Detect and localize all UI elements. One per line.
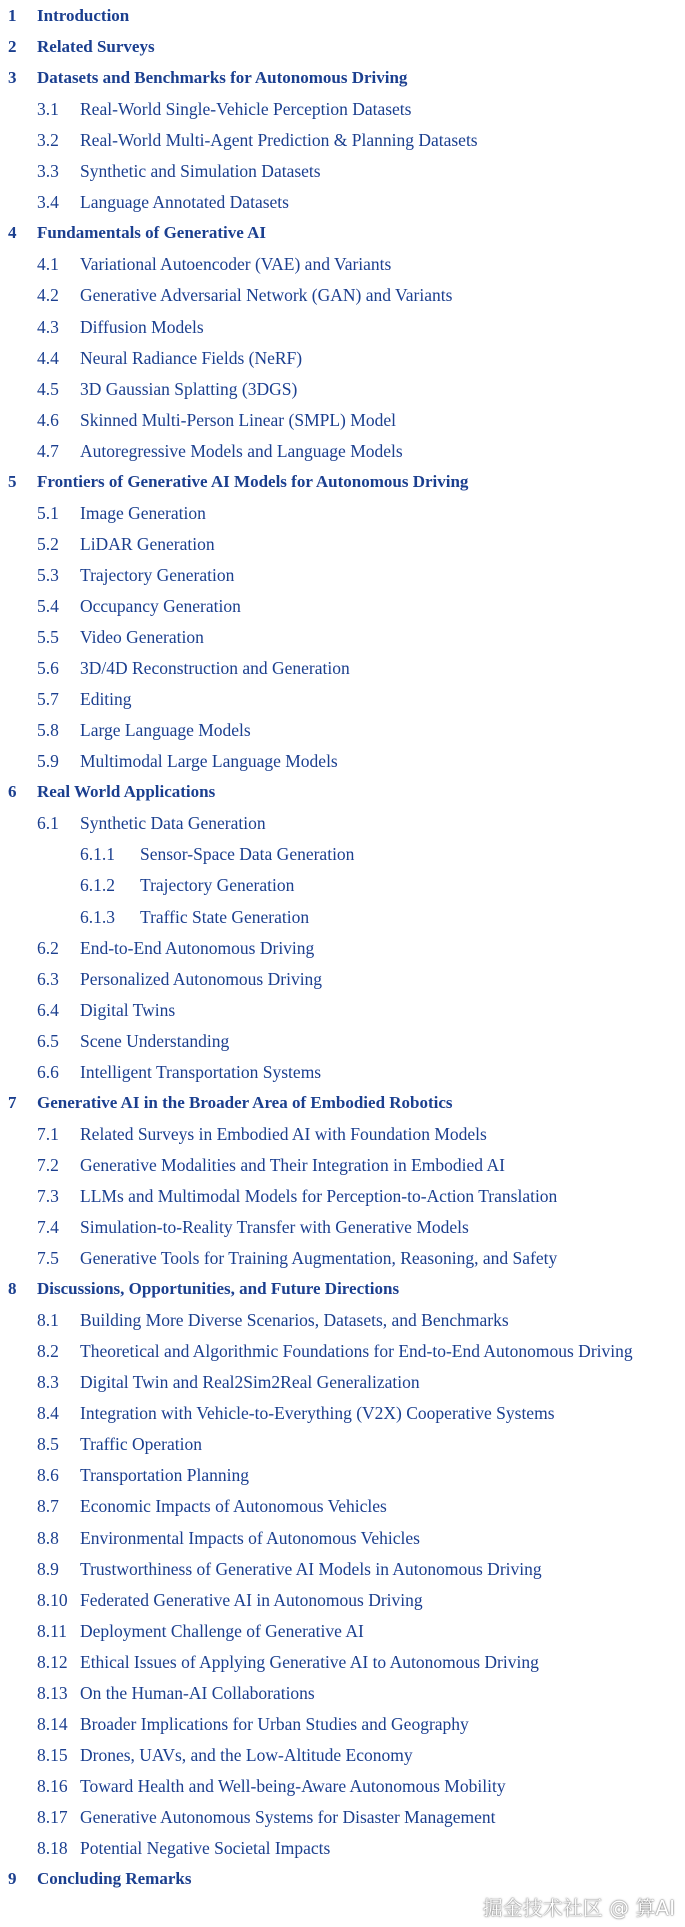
- toc-number: 4.7: [37, 440, 59, 461]
- toc-number: 9: [8, 1869, 17, 1888]
- toc-title: Generative Autonomous Systems for Disaster Management: [80, 1806, 496, 1827]
- toc-title: Real-World Multi-Agent Prediction & Planning Datasets: [80, 130, 478, 151]
- toc-title: Digital Twins: [80, 999, 176, 1020]
- toc-title: Building More Diverse Scenarios, Datasets, and Benchmarks: [80, 1310, 509, 1331]
- toc-title: Fundamentals of Generative AI: [37, 223, 267, 243]
- toc-title: Sensor-Space Data Generation: [140, 844, 355, 865]
- toc-title: Generative Adversarial Network (GAN) and Variants: [80, 285, 453, 306]
- toc-number: 8.16: [37, 1775, 68, 1796]
- toc-number: 5.8: [37, 720, 59, 741]
- toc-number: 5: [8, 471, 17, 491]
- toc-title: Multimodal Large Language Models: [80, 751, 338, 772]
- toc-number: 7: [8, 1092, 17, 1112]
- toc-number: 4.3: [37, 316, 59, 337]
- toc-title: Concluding Remarks: [37, 1869, 192, 1888]
- toc-number: 8.9: [37, 1558, 59, 1579]
- toc-title: Editing: [80, 689, 132, 710]
- toc-title: Scene Understanding: [80, 1030, 230, 1051]
- toc-number: 8.5: [37, 1434, 59, 1455]
- toc-number: 4: [8, 223, 17, 243]
- toc-title: Trustworthiness of Generative AI Models in Autonomous Driving: [80, 1558, 542, 1579]
- toc-number: 5.1: [37, 502, 59, 523]
- toc-title: Image Generation: [80, 502, 206, 523]
- toc-number: 6.1.2: [80, 875, 115, 896]
- toc-title: Integration with Vehicle-to-Everything (V2X) Cooperative Systems: [80, 1403, 555, 1424]
- toc-number: 8.14: [37, 1713, 68, 1734]
- toc-title: Trajectory Generation: [80, 564, 235, 585]
- toc-title: Transportation Planning: [80, 1465, 250, 1486]
- toc-number: 3.2: [37, 130, 59, 151]
- toc-number: 6.4: [37, 999, 59, 1020]
- toc-title: Federated Generative AI in Autonomous Driving: [80, 1589, 423, 1610]
- toc-number: 6.1: [37, 813, 59, 834]
- toc-number: 8.11: [37, 1620, 67, 1641]
- toc-number: 6.1.1: [80, 844, 115, 865]
- toc-number: 8.18: [37, 1838, 68, 1858]
- toc-title: Generative AI in the Broader Area of Embodied Robotics: [37, 1092, 453, 1112]
- toc-number: 4.6: [37, 409, 59, 430]
- toc-number: 6.6: [37, 1061, 59, 1082]
- toc-number: 5.9: [37, 751, 59, 772]
- toc-number: 8.13: [37, 1682, 68, 1703]
- toc-number: 5.6: [37, 658, 59, 679]
- toc-title: Personalized Autonomous Driving: [80, 968, 323, 989]
- toc-title: Potential Negative Societal Impacts: [80, 1838, 331, 1858]
- toc-number: 4.4: [37, 347, 59, 368]
- toc-title: Broader Implications for Urban Studies and Geography: [80, 1713, 469, 1734]
- toc-title: End-to-End Autonomous Driving: [80, 937, 315, 958]
- toc-number: 7.3: [37, 1185, 59, 1206]
- toc-number: 5.3: [37, 564, 59, 585]
- toc-title: Occupancy Generation: [80, 596, 241, 616]
- toc-number: 6.2: [37, 937, 59, 958]
- toc-number: 8.6: [37, 1465, 59, 1486]
- toc-title: Diffusion Models: [80, 316, 204, 337]
- toc-number: 8: [8, 1279, 17, 1298]
- toc-title: Related Surveys in Embodied AI with Foundation Models: [80, 1123, 487, 1144]
- toc-title: Trajectory Generation: [140, 875, 295, 896]
- toc-number: 7.5: [37, 1248, 59, 1268]
- toc-title: Related Surveys: [37, 37, 155, 56]
- toc-number: 3: [8, 68, 17, 88]
- toc-title: Synthetic and Simulation Datasets: [80, 161, 321, 182]
- toc-title: 3D/4D Reconstruction and Generation: [80, 658, 350, 679]
- toc-title: LiDAR Generation: [80, 533, 215, 554]
- toc-title: Simulation-to-Reality Transfer with Generative Models: [80, 1217, 469, 1237]
- toc-number: 4.2: [37, 285, 59, 306]
- toc-title: Introduction: [37, 6, 130, 25]
- toc-number: 4.5: [37, 378, 59, 399]
- toc-number: 5.4: [37, 596, 59, 616]
- toc-number: 1: [8, 6, 17, 25]
- toc-title: Drones, UAVs, and the Low-Altitude Economy: [80, 1744, 413, 1765]
- toc-title: Generative Tools for Training Augmentation, Reasoning, and Safety: [80, 1248, 558, 1268]
- toc-title: LLMs and Multimodal Models for Perception-to-Action Translation: [80, 1185, 558, 1206]
- toc-number: 6.3: [37, 968, 59, 989]
- toc-title: Real World Applications: [37, 782, 216, 802]
- toc-title: Traffic State Generation: [140, 906, 310, 927]
- toc-title: Discussions, Opportunities, and Future Directions: [37, 1279, 400, 1298]
- toc-title: Generative Modalities and Their Integration in Embodied AI: [80, 1154, 505, 1175]
- toc-number: 6: [8, 782, 17, 802]
- toc-title: Large Language Models: [80, 720, 251, 741]
- toc-title: Deployment Challenge of Generative AI: [80, 1620, 364, 1641]
- toc-title: Neural Radiance Fields (NeRF): [80, 347, 303, 368]
- toc-number: 4.1: [37, 254, 59, 275]
- toc-number: 8.8: [37, 1527, 59, 1548]
- toc-number: 8.4: [37, 1403, 59, 1424]
- toc-title: Theoretical and Algorithmic Foundations for End-to-End Autonomous Driving: [80, 1341, 633, 1362]
- toc-title: Language Annotated Datasets: [80, 192, 289, 213]
- toc-title: Traffic Operation: [80, 1434, 202, 1455]
- toc-number: 8.7: [37, 1496, 59, 1517]
- toc-number: 5.5: [37, 627, 59, 647]
- toc-number: 5.2: [37, 533, 59, 554]
- toc-number: 8.12: [37, 1651, 68, 1672]
- toc-number: 3.3: [37, 161, 59, 182]
- toc-number: 8.2: [37, 1341, 59, 1362]
- toc-number: 2: [8, 37, 17, 56]
- toc-title: 3D Gaussian Splatting (3DGS): [80, 378, 298, 399]
- toc-title: Real-World Single-Vehicle Perception Datasets: [80, 99, 412, 120]
- toc-number: 8.15: [37, 1744, 68, 1765]
- toc-title: Autoregressive Models and Language Models: [80, 440, 403, 461]
- toc-number: 6.1.3: [80, 906, 115, 927]
- toc-number: 7.2: [37, 1154, 59, 1175]
- toc-number: 3.1: [37, 99, 59, 120]
- watermark: 掘金技术社区 @ 算AI: [482, 1896, 675, 1920]
- toc-title: Economic Impacts of Autonomous Vehicles: [80, 1496, 387, 1517]
- toc-number: 8.17: [37, 1806, 68, 1827]
- toc-title: Synthetic Data Generation: [80, 813, 266, 834]
- toc-title: Environmental Impacts of Autonomous Vehicles: [80, 1527, 420, 1548]
- toc-number: 8.3: [37, 1372, 59, 1393]
- toc-number: 5.7: [37, 689, 59, 710]
- toc-title: Variational Autoencoder (VAE) and Variants: [80, 254, 392, 275]
- toc-number: 7.4: [37, 1217, 59, 1237]
- toc-number: 7.1: [37, 1123, 59, 1144]
- toc-title: Ethical Issues of Applying Generative AI to Autonomous Driving: [80, 1651, 539, 1672]
- toc-title: Datasets and Benchmarks for Autonomous Driving: [37, 68, 408, 88]
- toc-title: Skinned Multi-Person Linear (SMPL) Model: [80, 409, 396, 430]
- toc-number: 6.5: [37, 1030, 59, 1051]
- toc-title: Digital Twin and Real2Sim2Real Generalization: [80, 1372, 420, 1393]
- toc-number: 3.4: [37, 192, 59, 213]
- toc-title: On the Human-AI Collaborations: [80, 1682, 315, 1703]
- toc-title: Intelligent Transportation Systems: [80, 1061, 322, 1082]
- toc-title: Video Generation: [80, 627, 204, 647]
- toc-title: Frontiers of Generative AI Models for Autonomous Driving: [37, 471, 469, 491]
- toc-number: 8.10: [37, 1589, 68, 1610]
- toc-title: Toward Health and Well-being-Aware Autonomous Mobility: [80, 1775, 506, 1796]
- toc-number: 8.1: [37, 1310, 59, 1331]
